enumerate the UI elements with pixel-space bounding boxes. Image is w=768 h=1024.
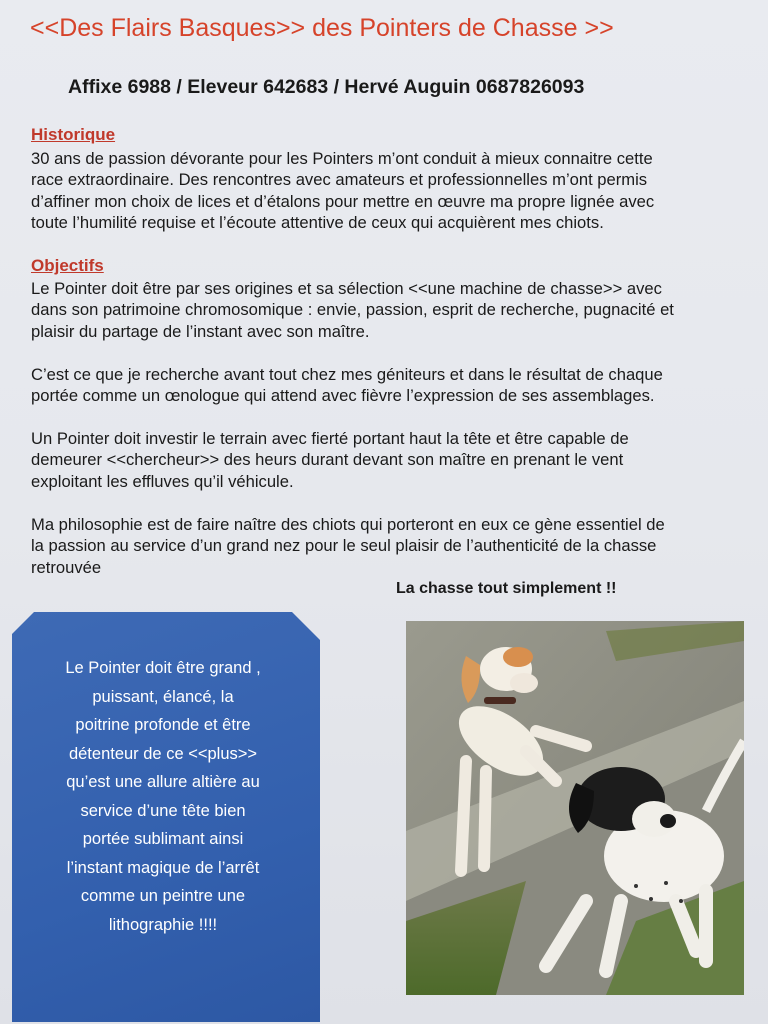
dogs-photo: [406, 621, 744, 995]
callout-text: Le Pointer doit être grand , puissant, élancé, la poitrine profonde et être détenteur de ce <<plus>> qu’est une allure altière au service d’une tête bien portée sublimant ainsi l’instant magique de l’arrêt comme un peintre une lithographie !!!!: [65, 659, 261, 934]
historique-text: 30 ans de passion dévorante pour les Pointers m’ont conduit à mieux connaitre cette race extraordinaire. Des rencontres avec amateurs et professionnelles m’ont permis d’affiner mon choix de lices et d’étalons pour mettre en œuvre ma propre lignée avec toute l’humilité requise et l’écoute attentive de ceux qui acquièrent mes chiots.: [31, 149, 655, 233]
face-patch: [503, 647, 533, 667]
spot: [664, 881, 668, 885]
spot: [679, 899, 683, 903]
spot: [649, 897, 653, 901]
page-title: <<Des Flairs Basques>> des Pointers de Chasse >>: [30, 14, 614, 42]
muzzle: [510, 673, 538, 693]
objectifs-heading: Objectifs: [31, 256, 104, 275]
tagline: La chasse tout simplement !!: [396, 580, 617, 597]
objectifs-paragraph-3: Un Pointer doit investir le terrain avec fierté portant haut la tête et être capable de demeurer <<chercheur>> des heurs durant devant son maître en prenant le vent exploitant les effluves qu’il véhicule.: [31, 429, 629, 491]
historique-heading: Historique: [31, 125, 116, 144]
spot: [634, 884, 638, 888]
collar: [484, 697, 516, 704]
objectifs-paragraph-1: Le Pointer doit être par ses origines et sa sélection <<une machine de chasse>> avec dans son patrimoine chromosomique : envie, passion, esprit de recherche, pugnacité et plaisir du partage de l’instant avec son maître.: [31, 279, 674, 341]
breeder-info: Affixe 6988 / Eleveur 642683 / Hervé Auguin 0687826093: [68, 76, 585, 98]
nose: [660, 814, 676, 828]
objectifs-paragraph-2: C’est ce que je recherche avant tout chez mes géniteurs et dans le résultat de chaque portée comme un œnologue qui attend avec fièvre l’expression de ses assemblages.: [31, 365, 663, 406]
objectifs-paragraph-4: Ma philosophie est de faire naître des chiots qui porteront en eux ce gène essentiel de la passion au service d’un grand nez pour le seul plaisir de l’authenticité de la chasse retrouvée: [31, 515, 665, 577]
